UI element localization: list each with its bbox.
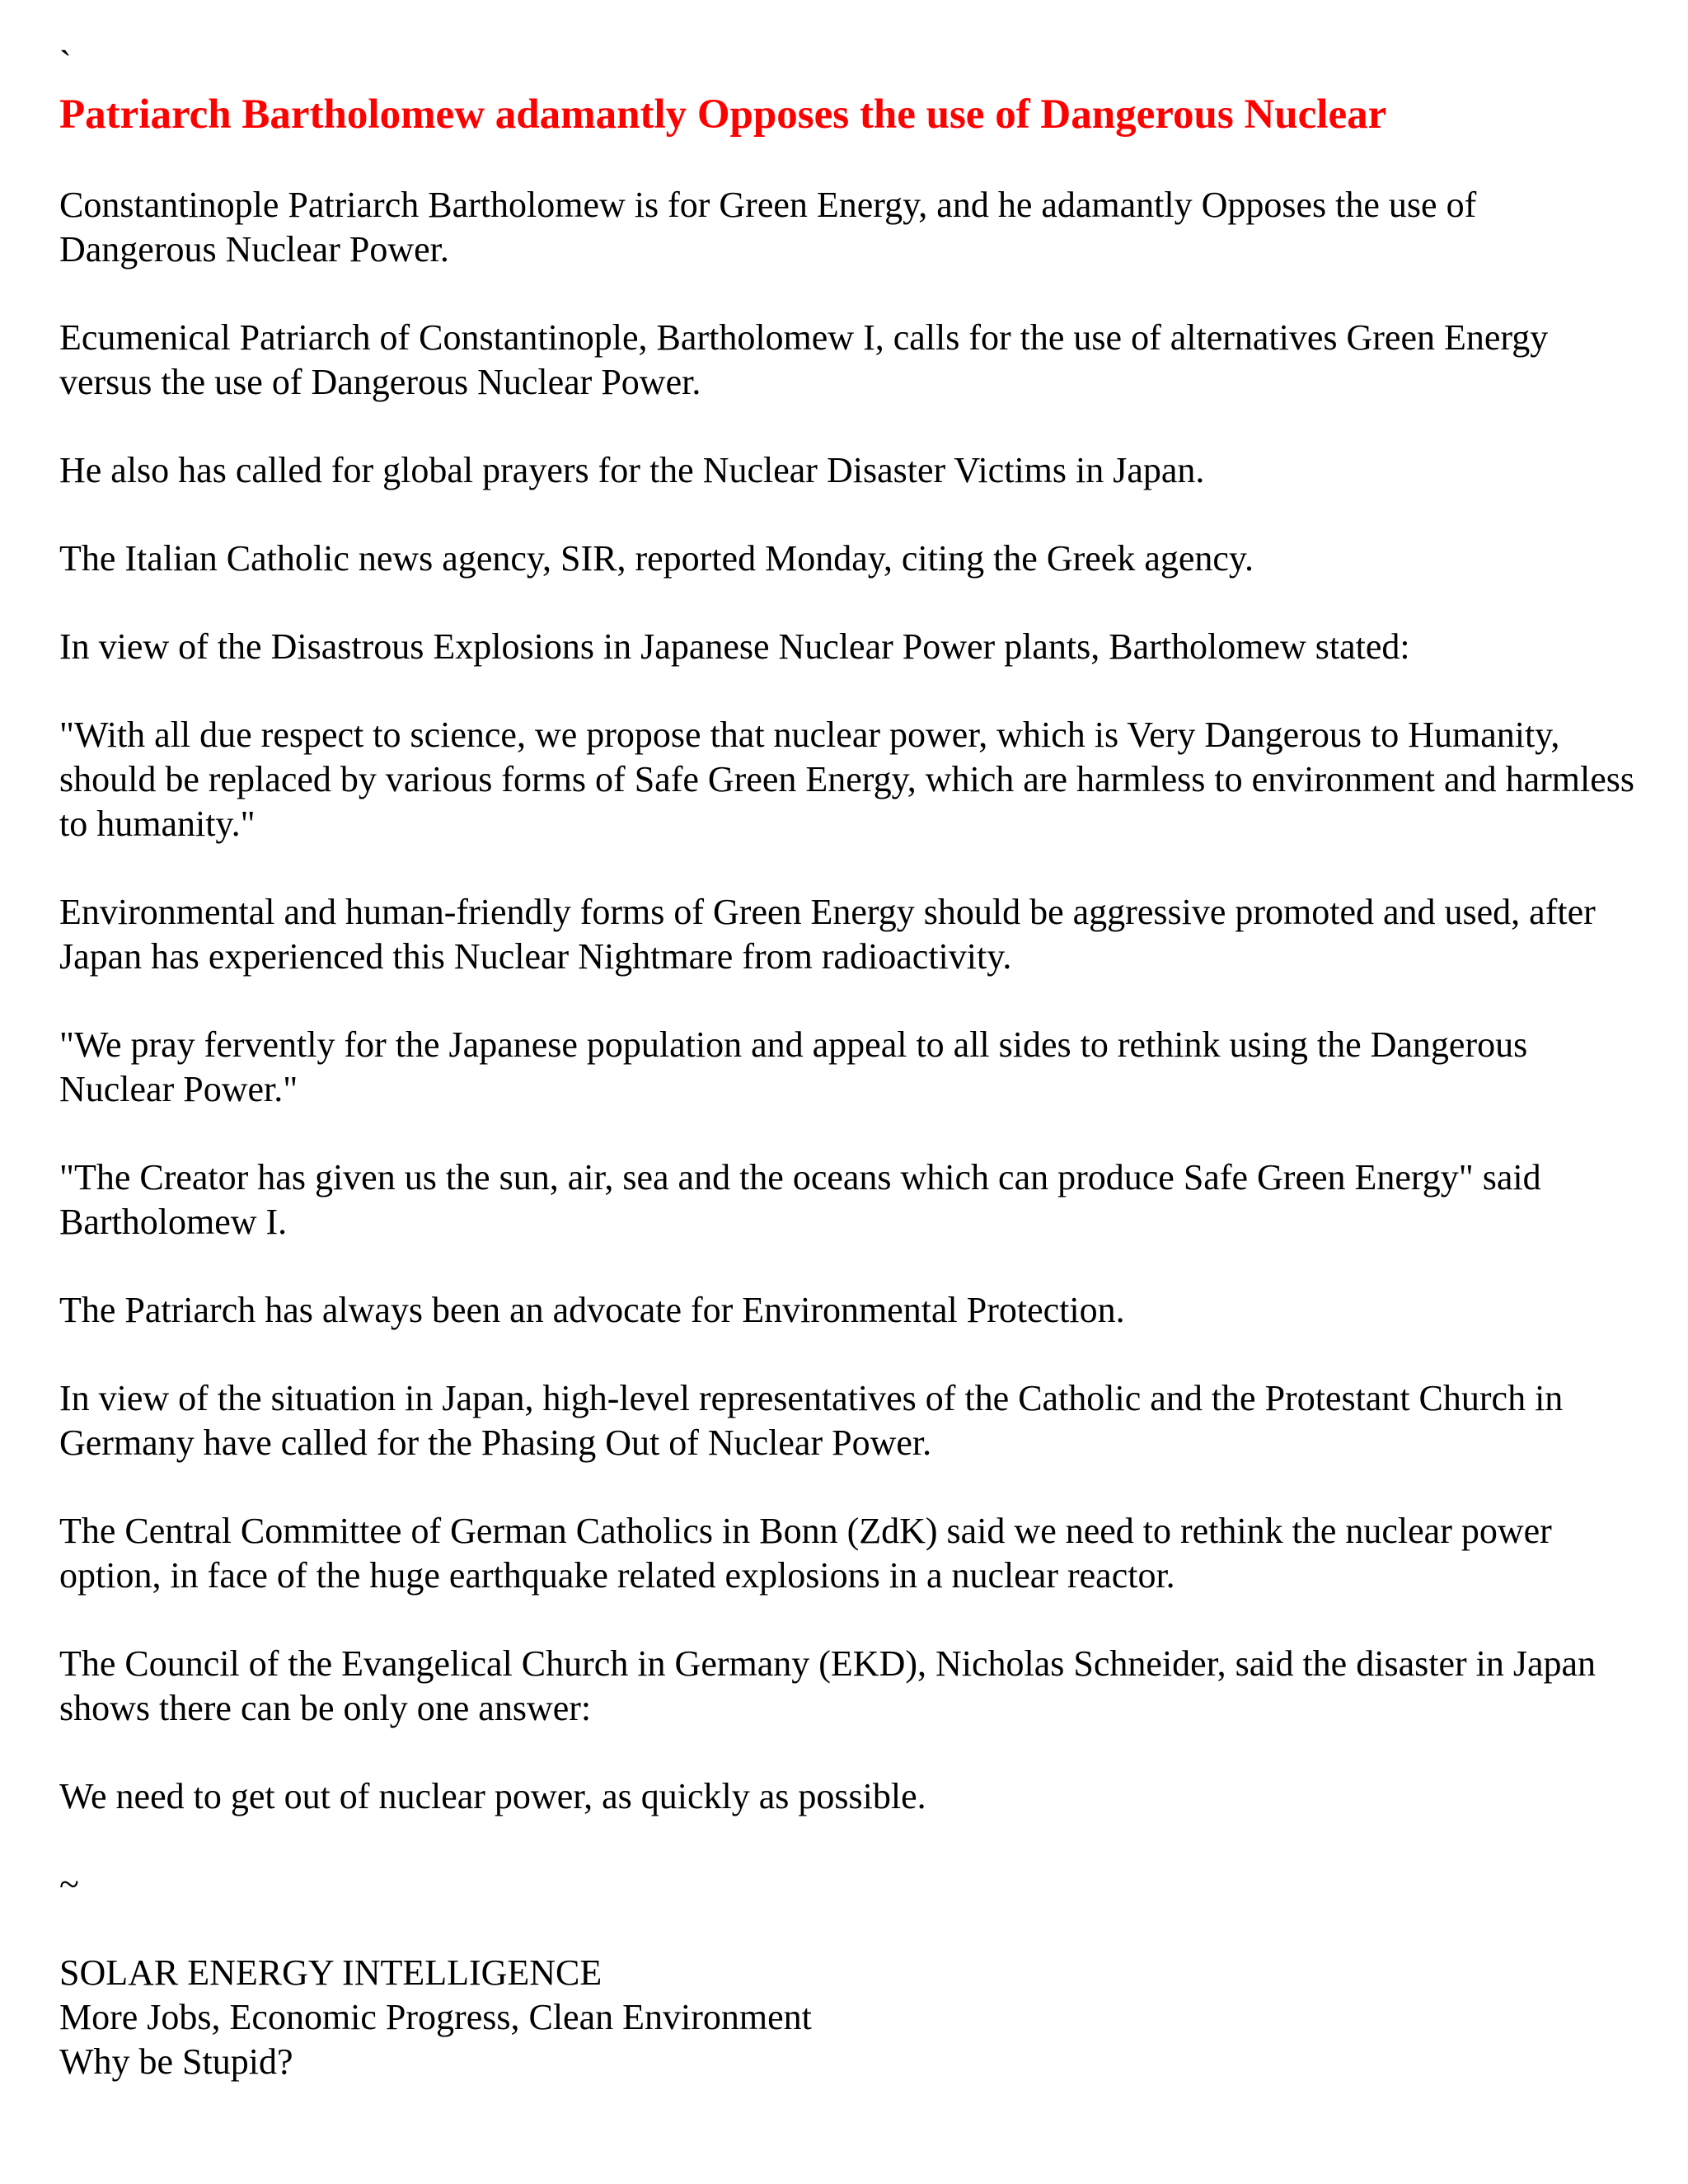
paragraph-13: The Council of the Evangelical Church in Germany (EKD), Nicholas Schneider, said the disaster in Japan shows there can be only one answer: <box>59 1643 1597 1728</box>
paragraph-12: The Central Committee of German Catholics in Bonn (ZdK) said we need to rethink the nuclear power option, in face of the huge earthquake related explosions in a nuclear reactor. <box>59 1511 1552 1596</box>
backtick-mark: ` <box>59 44 72 84</box>
paragraph-6-quote: "With all due respect to science, we propose that nuclear power, which is Very Dangerous to Humanity, should be replaced by various forms of Safe Green Energy, which are harmless to environment and harmless to humanity." <box>59 715 1634 844</box>
document-page <box>59 44 1642 2084</box>
paragraph-4: The Italian Catholic news agency, SIR, reported Monday, citing the Greek agency. <box>59 538 1254 579</box>
signature-block <box>59 1951 1642 2084</box>
paragraph-2: Ecumenical Patriarch of Constantinople, Bartholomew I, calls for the use of alternatives Green Energy versus the use of Dangerous Nuclear Power. <box>59 317 1549 402</box>
paragraph-14: We need to get out of nuclear power, as quickly as possible. <box>59 1776 926 1816</box>
paragraph-8-quote: "We pray fervently for the Japanese population and appeal to all sides to rethink using the Dangerous Nuclear Power." <box>59 1024 1528 1109</box>
paragraph-9-quote: "The Creator has given us the sun, air, sea and the oceans which can produce Safe Green Energy" said Bartholomew I. <box>59 1157 1541 1242</box>
signature-line-3: Why be Stupid? <box>59 2041 293 2082</box>
article-title: Patriarch Bartholomew adamantly Opposes the use of Dangerous Nuclear <box>59 91 1387 138</box>
tilde-separator: ~ <box>59 1864 79 1905</box>
signature-line-2: More Jobs, Economic Progress, Clean Environment <box>59 1997 812 2037</box>
signature-line-1: SOLAR ENERGY INTELLIGENCE <box>59 1952 603 1993</box>
paragraph-1: Constantinople Patriarch Bartholomew is for Green Energy, and he adamantly Opposes the use of Dangerous Nuclear Power. <box>59 185 1477 269</box>
paragraph-7: Environmental and human-friendly forms of Green Energy should be aggressive promoted and used, after Japan has experienced this Nuclear Nightmare from radioactivity. <box>59 892 1596 977</box>
paragraph-3: He also has called for global prayers for the Nuclear Disaster Victims in Japan. <box>59 450 1205 490</box>
paragraph-11: In view of the situation in Japan, high-level representatives of the Catholic and the Protestant Church in Germany have called for the Phasing Out of Nuclear Power. <box>59 1378 1564 1463</box>
paragraph-10: The Patriarch has always been an advocate for Environmental Protection. <box>59 1290 1125 1330</box>
paragraph-5: In view of the Disastrous Explosions in Japanese Nuclear Power plants, Bartholomew stated: <box>59 626 1410 667</box>
